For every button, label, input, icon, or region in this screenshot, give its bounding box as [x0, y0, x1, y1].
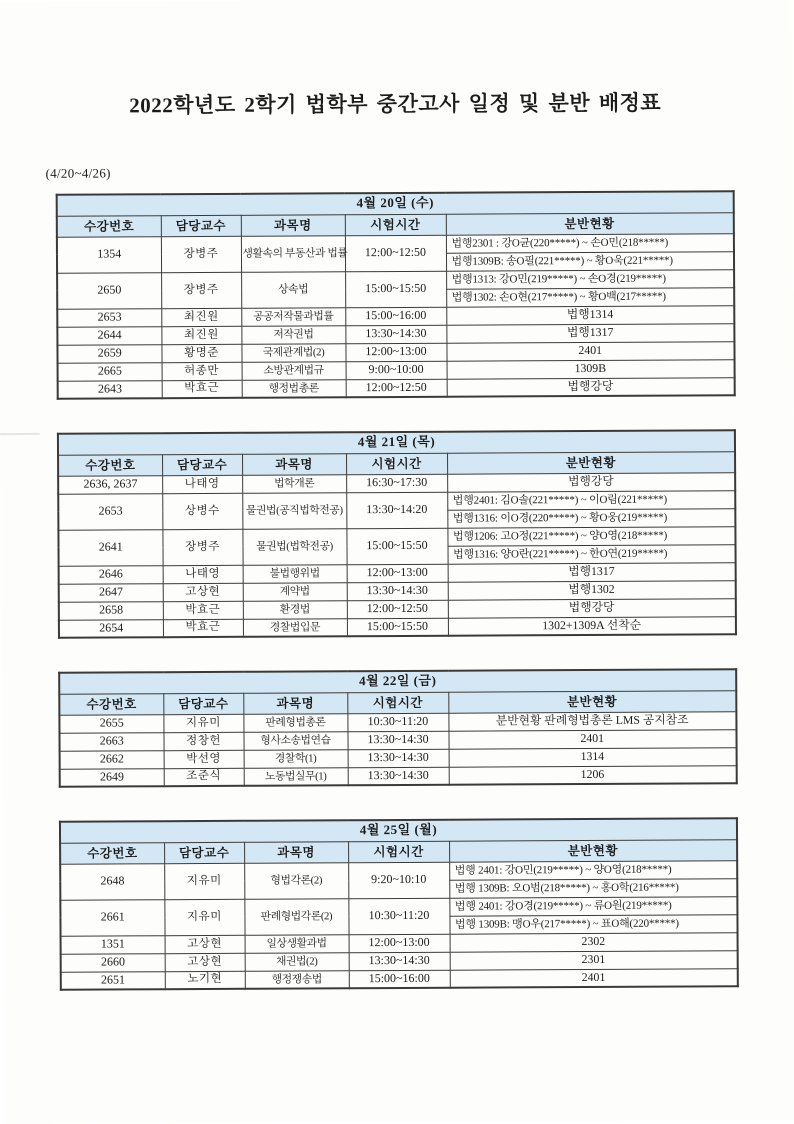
- table-date-header: 4월 22일 (금): [59, 669, 736, 694]
- page-title: 2022학년도 2학기 법학부 중간고사 일정 및 분반 배정표: [129, 90, 662, 118]
- cell-section-status: 법행1317: [446, 323, 734, 343]
- cell-section-status: 법행강당: [447, 377, 735, 397]
- cell-professor: 지유미: [164, 899, 244, 935]
- cell-section-status: 법행 1309B: 오O범(218*****) ~ 홍O학(216*****): [449, 878, 737, 898]
- cell-course-no: 2653: [58, 493, 162, 530]
- cell-course-no: 2665: [58, 362, 162, 381]
- exam-schedule-tables: [56, 190, 740, 1024]
- scan-artifact: [0, 433, 40, 435]
- cell-section-status: 법행 1309B: 맹O우(217*****) ~ 표O해(220*****): [449, 914, 737, 934]
- cell-course-no: 2646: [59, 565, 163, 584]
- cell-section-status: 법행2401: 김O솔(221*****) ~ 이O림(221*****): [447, 490, 735, 510]
- cell-course-no: 2648: [60, 863, 164, 900]
- cell-section-status: 법행1317: [448, 562, 736, 582]
- cell-section-status: 2401: [446, 341, 734, 361]
- cell-exam-time: 13:30~14:30: [348, 767, 449, 786]
- column-header-section-status: 분반현황: [448, 690, 736, 713]
- cell-professor: 박효근: [163, 619, 243, 637]
- cell-section-status: 1206: [449, 765, 737, 785]
- cell-professor: 지유미: [163, 714, 243, 732]
- cell-exam-time: 13:30~14:30: [347, 582, 448, 601]
- date-range-label: (4/20~4/26): [45, 165, 111, 181]
- cell-professor: 최진원: [161, 326, 241, 344]
- column-header-subject: 과목명: [242, 453, 346, 475]
- cell-subject: 소방관계법규: [242, 361, 346, 380]
- table-row: [60, 765, 737, 787]
- column-header-exam-time: 시험시간: [347, 692, 448, 714]
- cell-section-status: 2301: [450, 950, 738, 970]
- exam-table-3: [58, 668, 738, 788]
- cell-subject: 일상생활과법: [245, 934, 349, 953]
- cell-course-no: 2641: [58, 529, 162, 566]
- cell-exam-time: 12:00~13:00: [345, 343, 446, 362]
- cell-exam-time: 16:30~17:30: [346, 474, 447, 493]
- cell-section-status: 1302+1309A 선착순: [448, 616, 736, 636]
- cell-course-no: 2654: [59, 619, 163, 638]
- cell-subject: 판례형법총론: [243, 713, 347, 732]
- column-header-course-no: 수강번호: [58, 454, 162, 476]
- cell-exam-time: 15:00~15:50: [347, 618, 448, 637]
- column-header-course-no: 수강번호: [57, 215, 161, 237]
- cell-subject: 법학개론: [242, 474, 346, 493]
- cell-subject: 경찰법입문: [243, 618, 347, 637]
- cell-subject: 경찰학(1): [244, 749, 348, 768]
- cell-course-no: 2647: [59, 583, 163, 602]
- cell-subject: 행정쟁송법: [245, 970, 349, 989]
- cell-section-status: 2401: [450, 968, 738, 988]
- cell-exam-time: 12:00~13:00: [349, 934, 450, 953]
- cell-section-status: 법행1206: 고O정(221*****) ~ 양O영(218*****): [447, 526, 735, 546]
- cell-professor: 고상현: [165, 935, 245, 953]
- cell-exam-time: 13:30~14:30: [349, 952, 450, 971]
- cell-section-status: 법행1316: 양O란(221*****) ~ 한O연(219*****): [448, 544, 736, 564]
- cell-subject: 물권법(공직법학전공): [242, 492, 346, 529]
- cell-course-no: 2659: [57, 344, 161, 363]
- cell-section-status: 법행 2401: 강O경(219*****) ~ 류O원(219*****): [449, 896, 737, 916]
- cell-exam-time: 15:00~15:50: [345, 271, 446, 308]
- cell-subject: 채권법(2): [245, 952, 349, 971]
- column-header-exam-time: 시험시간: [346, 453, 447, 475]
- column-header-course-no: 수강번호: [59, 693, 163, 715]
- cell-subject: 판례형법각론(2): [244, 898, 348, 935]
- cell-course-no: 2661: [60, 899, 164, 936]
- cell-professor: 정창헌: [163, 732, 243, 750]
- table-row: [58, 377, 735, 399]
- exam-table-1: [56, 190, 736, 400]
- cell-exam-time: 9:20~10:10: [348, 862, 449, 899]
- table-date-header: 4월 20일 (수): [57, 191, 734, 216]
- cell-subject: 불법행위법: [243, 564, 347, 583]
- column-header-subject: 과목명: [241, 214, 345, 236]
- column-header-section-status: 분반현황: [446, 212, 734, 235]
- cell-professor: 나태영: [163, 565, 243, 583]
- cell-course-no: 2636, 2637: [58, 475, 162, 494]
- cell-section-status: 법행강당: [448, 598, 736, 618]
- cell-course-no: 2643: [58, 380, 162, 399]
- column-header-subject: 과목명: [243, 692, 347, 714]
- exam-table-2: [57, 429, 737, 639]
- cell-professor: 장병주: [162, 529, 242, 565]
- cell-exam-time: 15:00~16:00: [345, 307, 446, 326]
- column-header-exam-time: 시험시간: [348, 841, 449, 863]
- cell-professor: 박선영: [164, 750, 244, 768]
- cell-section-status: 분반현황 판례형법총론 LMS 공지참조: [448, 711, 736, 731]
- column-header-section-status: 분반현황: [449, 839, 737, 862]
- column-header-professor: 담당교수: [163, 693, 243, 714]
- cell-section-status: 법행1316: 이O경(220*****) ~ 황O웅(219*****): [447, 508, 735, 528]
- cell-section-status: 2401: [448, 729, 736, 749]
- cell-professor: 박효근: [163, 601, 243, 619]
- cell-subject: 물권법(법학전공): [242, 528, 346, 565]
- cell-course-no: 2663: [59, 732, 163, 751]
- table-row: [61, 968, 738, 990]
- cell-professor: 고상현: [163, 583, 243, 601]
- cell-section-status: 법행1314: [446, 305, 734, 325]
- cell-section-status: 법행강당: [447, 472, 735, 492]
- cell-section-status: 2302: [450, 932, 738, 952]
- cell-professor: 노기현: [165, 971, 245, 989]
- cell-exam-time: 12:00~12:50: [345, 235, 446, 272]
- cell-exam-time: 15:00~15:50: [346, 528, 447, 565]
- cell-professor: 허종만: [162, 362, 242, 380]
- cell-professor: 고상현: [165, 953, 245, 971]
- cell-exam-time: 13:30~14:30: [345, 325, 446, 344]
- cell-course-no: 2651: [61, 971, 165, 990]
- cell-exam-time: 13:30~14:20: [346, 492, 447, 529]
- cell-professor: 조준식: [164, 768, 244, 786]
- cell-subject: 저작권법: [241, 325, 345, 344]
- cell-section-status: 법행1302: 손O현(217*****) ~ 황O백(217*****): [446, 287, 734, 307]
- cell-professor: 지유미: [164, 863, 244, 899]
- column-header-exam-time: 시험시간: [345, 214, 446, 236]
- cell-exam-time: 12:00~12:50: [346, 379, 447, 398]
- column-header-course-no: 수강번호: [60, 842, 164, 864]
- cell-section-status: 법행2301 : 강O균(220*****) ~ 손O민(218*****): [446, 233, 734, 253]
- cell-subject: 행정법총론: [242, 379, 346, 398]
- cell-course-no: 1354: [57, 236, 161, 273]
- cell-exam-time: 13:30~14:30: [348, 749, 449, 768]
- cell-professor: 최진원: [161, 308, 241, 326]
- cell-exam-time: 12:00~13:00: [347, 564, 448, 583]
- column-header-professor: 담당교수: [162, 454, 242, 475]
- cell-course-no: 2660: [61, 953, 165, 972]
- cell-subject: 생활속의 부동산과 법률: [241, 235, 345, 272]
- table-date-header: 4월 25일 (월): [60, 818, 737, 843]
- cell-course-no: 1351: [61, 935, 165, 954]
- cell-professor: 황명준: [161, 344, 241, 362]
- cell-exam-time: 15:00~16:00: [349, 970, 450, 989]
- table-date-header: 4월 21일 (목): [58, 430, 735, 455]
- cell-section-status: 1309B: [447, 359, 735, 379]
- cell-exam-time: 10:30~11:20: [348, 898, 449, 935]
- cell-course-no: 2662: [60, 750, 164, 769]
- exam-table-4: [59, 817, 739, 991]
- cell-exam-time: 13:30~14:30: [347, 731, 448, 750]
- cell-course-no: 2658: [59, 601, 163, 620]
- column-header-section-status: 분반현황: [447, 451, 735, 474]
- cell-subject: 계약법: [243, 582, 347, 601]
- cell-course-no: 2655: [59, 714, 163, 733]
- cell-professor: 장병주: [161, 236, 241, 272]
- cell-professor: 상병수: [162, 493, 242, 529]
- cell-course-no: 2644: [57, 326, 161, 345]
- cell-subject: 노동법실무(1): [244, 767, 348, 786]
- column-header-professor: 담당교수: [164, 842, 244, 863]
- cell-course-no: 2650: [57, 272, 161, 309]
- cell-professor: 장병주: [161, 272, 241, 308]
- cell-exam-time: 12:00~12:50: [347, 600, 448, 619]
- cell-professor: 나태영: [162, 475, 242, 493]
- cell-course-no: 2653: [57, 308, 161, 327]
- table-row: [59, 616, 736, 638]
- cell-subject: 형법각론(2): [244, 862, 348, 899]
- cell-subject: 환경법: [243, 600, 347, 619]
- cell-subject: 상속법: [241, 271, 345, 308]
- column-header-professor: 담당교수: [161, 215, 241, 236]
- column-header-subject: 과목명: [244, 841, 348, 863]
- cell-subject: 국제관계법(2): [241, 343, 345, 362]
- cell-section-status: 1314: [449, 747, 737, 767]
- cell-section-status: 법행 2401: 강O민(219*****) ~ 양O영(218*****): [449, 860, 737, 880]
- cell-course-no: 2649: [60, 768, 164, 787]
- cell-professor: 박효근: [162, 380, 242, 398]
- cell-section-status: 법행1313: 강O민(219*****) ~ 손O경(219*****): [446, 269, 734, 289]
- cell-section-status: 법행1309B: 송O필(221*****) ~ 황O욱(221*****): [446, 251, 734, 271]
- cell-section-status: 법행1302: [448, 580, 736, 600]
- cell-exam-time: 10:30~11:20: [347, 713, 448, 732]
- cell-exam-time: 9:00~10:00: [346, 361, 447, 380]
- cell-subject: 공공저작물과법률: [241, 307, 345, 326]
- cell-subject: 형사소송법연습: [243, 731, 347, 750]
